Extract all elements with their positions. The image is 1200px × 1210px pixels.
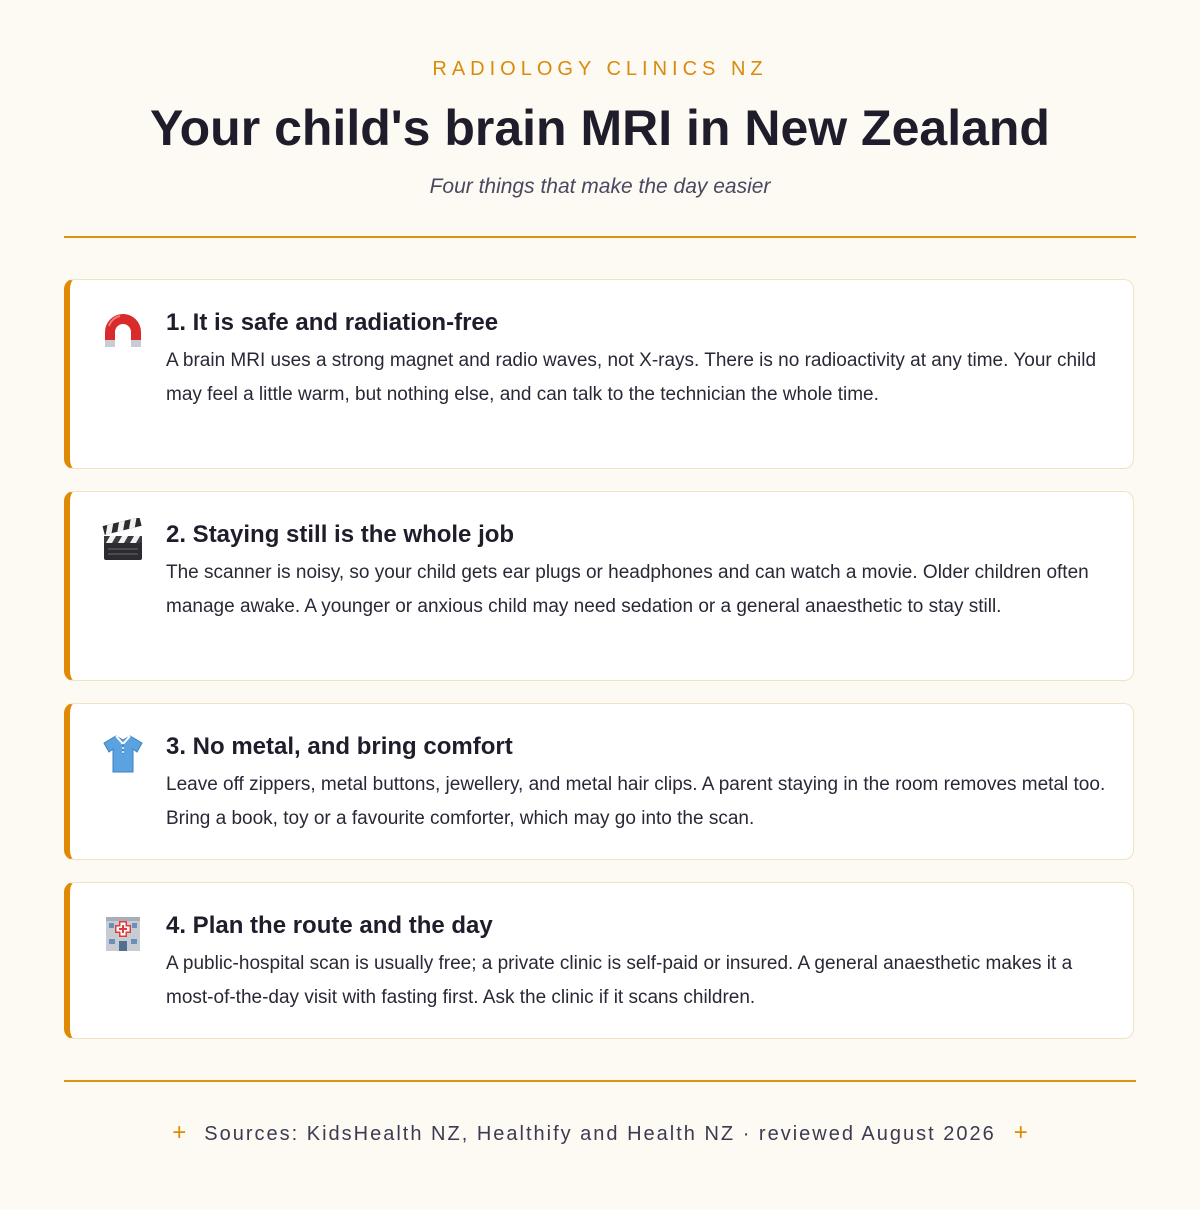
sources-text: Sources: KidsHealth NZ, Healthify and Health NZ · reviewed August 2026 <box>204 1123 996 1145</box>
card-body: Leave off zippers, metal buttons, jewellery, and metal hair clips. A parent staying in the room removes metal too. Bring a book, toy or a favourite comforter, which may go into the scan. <box>166 774 1106 829</box>
card-no-metal <box>64 703 1134 860</box>
plus-icon: + <box>1013 1119 1028 1146</box>
page-subtitle: Four things that make the day easier <box>429 175 771 198</box>
hospital-icon <box>100 909 146 955</box>
card-body: A public-hospital scan is usually free; a private clinic is self-paid or insured. A general anaesthetic makes it a most-of-the-day visit with fasting first. Ask the clinic if it scans children. <box>166 953 1073 1008</box>
clapperboard-icon <box>100 518 146 564</box>
card-plan-route <box>64 882 1134 1039</box>
bottom-divider <box>64 1080 1136 1082</box>
card-body: A brain MRI uses a strong magnet and radio waves, not X-rays. There is no radioactivity at any time. Your child may feel a little warm, but nothing else, and can talk to the technician the whole time. <box>166 350 1097 405</box>
shirt-icon <box>100 730 146 776</box>
plus-icon: + <box>172 1119 187 1146</box>
footer-sources <box>64 1120 1136 1147</box>
page-title: Your child's brain MRI in New Zealand <box>150 100 1050 156</box>
top-divider <box>64 236 1136 238</box>
card-staying-still <box>64 491 1134 681</box>
card-heading: 1. It is safe and radiation-free <box>166 309 499 336</box>
card-heading: 3. No metal, and bring comfort <box>166 733 513 760</box>
card-heading: 2. Staying still is the whole job <box>166 521 515 548</box>
card-body: The scanner is noisy, so your child gets ear plugs or headphones and can watch a movie. Older children often manage awake. A younger or anxious child may need sedation or a general anaesthetic to stay still. <box>166 562 1089 617</box>
eyebrow: RADIOLOGY CLINICS NZ <box>432 58 768 80</box>
card-heading: 4. Plan the route and the day <box>166 912 493 939</box>
magnet-icon <box>100 306 146 352</box>
card-safety <box>64 279 1134 469</box>
